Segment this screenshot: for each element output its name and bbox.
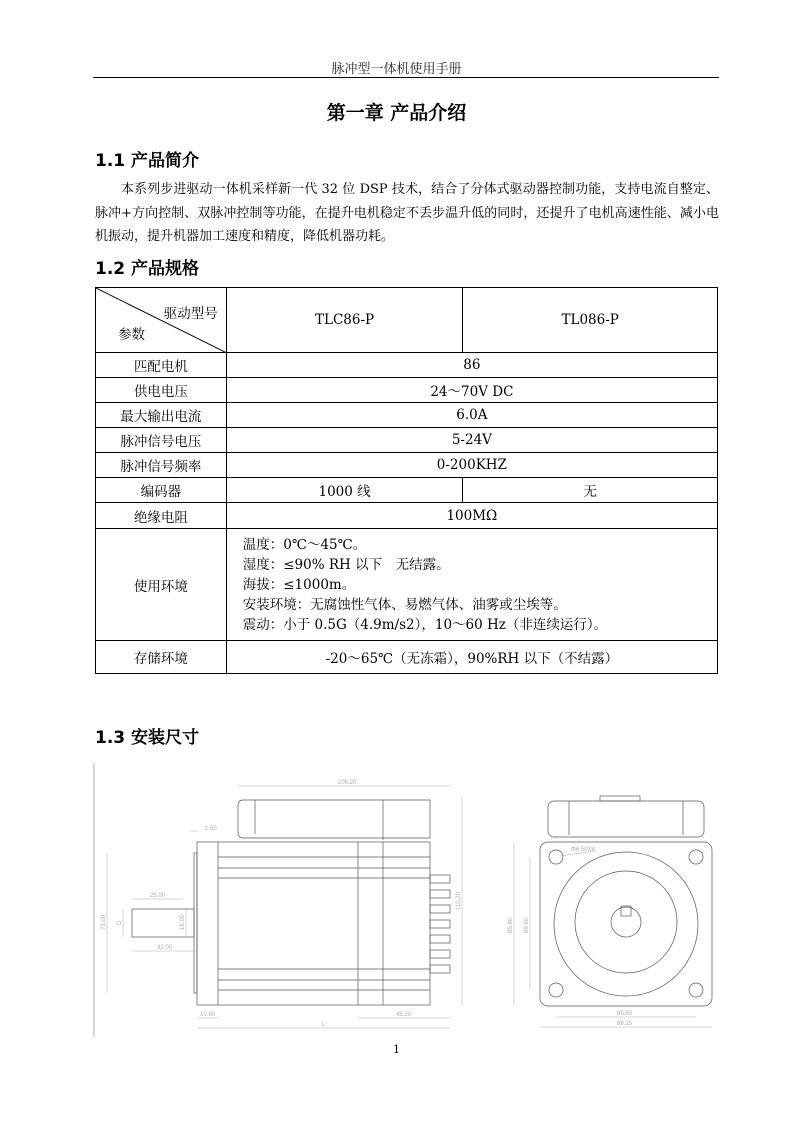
- table-row: [96, 403, 718, 428]
- dim-label: 110.20: [456, 892, 462, 910]
- row-label: 供电电压: [96, 378, 227, 403]
- env-line: 震动：小于 0.5G（4.9m/s2），10～60 Hz（非连续运行）。: [242, 616, 608, 633]
- dim-label: 105.20: [338, 780, 357, 786]
- row-label: 使用环境: [96, 529, 227, 641]
- dim-label: L: [322, 1022, 326, 1028]
- running-header: 脉冲型一体机使用手册: [331, 62, 462, 77]
- header-divider: [93, 77, 719, 78]
- table-row: [96, 378, 718, 403]
- row-value: 6.0A: [226, 403, 717, 428]
- table-row: [96, 641, 718, 674]
- row-value: 无: [463, 478, 718, 503]
- section-heading-1-3: 1.3 安装尺寸: [95, 728, 200, 748]
- env-line: 安装环境：无腐蚀性气体、易燃气体、油雾或尘埃等。: [242, 596, 567, 613]
- front-view-labels: [508, 847, 633, 1027]
- table-row: [96, 503, 718, 529]
- row-label: 脉冲信号频率: [96, 453, 227, 478]
- dim-label: 73.00: [101, 914, 107, 930]
- chapter-title: 第一章 产品介绍: [326, 102, 467, 124]
- table-row-env: [96, 529, 718, 641]
- row-value: 24～70V DC: [226, 378, 717, 403]
- dim-label: 45.20: [396, 1012, 412, 1018]
- dim-label: D: [117, 920, 123, 925]
- env-line: 温度：0℃～45℃。: [242, 536, 367, 553]
- dim-label: 86.15: [617, 1021, 633, 1027]
- row-label: 绝缘电阻: [96, 503, 227, 529]
- row-label: 匹配电机: [96, 353, 227, 378]
- row-label: 存储环境: [96, 641, 227, 674]
- row-label: 编码器: [96, 478, 227, 503]
- dim-label: 16.00: [180, 914, 186, 930]
- dim-label: 85.80: [508, 917, 514, 933]
- dim-label: 32.00: [157, 945, 173, 951]
- dim-label: 69.60: [617, 1011, 633, 1017]
- env-line: 湿度：≤90% RH 以下 无结露。: [242, 556, 450, 573]
- dim-label: 69.60: [524, 917, 530, 933]
- row-value: -20～65℃（无冻霜），90%RH 以下（不结露）: [226, 641, 717, 674]
- section-heading-1-2: 1.2 产品规格: [95, 259, 200, 279]
- dim-label: 1.50: [205, 826, 217, 832]
- dim-label: Φ6.50X4: [571, 847, 595, 853]
- table-row: [96, 478, 718, 503]
- corner-top-label: 驱动型号: [163, 306, 218, 322]
- section-heading-1-1: 1.1 产品简介: [95, 151, 200, 171]
- table-row: [96, 353, 718, 378]
- spec-table: [95, 287, 718, 674]
- table-row: [96, 453, 718, 478]
- dim-label: 25.00: [150, 893, 166, 899]
- dim-label: 10.80: [200, 1012, 216, 1018]
- row-value: 5-24V: [226, 428, 717, 453]
- env-conditions: [226, 529, 717, 641]
- side-view: [94, 763, 462, 1037]
- front-view: [514, 796, 712, 1027]
- intro-paragraph: 本系列步进驱动一体机采样新一代 32 位 DSP 技术，结合了分体式驱动器控制功能，支持电流自整定、脉冲+方向控制、双脉冲控制等功能，在提升电机稳定不丢步温升低的同时，还提升了电机高速性能、减小电机振动，提升机器加工速度和精度，降低机器功耗。: [95, 182, 719, 244]
- corner-cell: [96, 288, 227, 353]
- model-header: TLC86-P: [226, 288, 463, 353]
- page-number: 1: [393, 1043, 400, 1056]
- row-value: 100MΩ: [226, 503, 717, 529]
- row-value: 0-200KHZ: [226, 453, 717, 478]
- side-view-labels: [101, 780, 462, 1028]
- table-header-row: [96, 288, 718, 353]
- model-header: TL086-P: [463, 288, 718, 353]
- row-label: 最大输出电流: [96, 403, 227, 428]
- env-line: 海拔：≤1000m。: [242, 576, 356, 593]
- row-value: 1000 线: [226, 478, 463, 503]
- table-row: [96, 428, 718, 453]
- row-label: 脉冲信号电压: [96, 428, 227, 453]
- row-value: 86: [226, 353, 717, 378]
- corner-bottom-label: 参数: [118, 327, 145, 343]
